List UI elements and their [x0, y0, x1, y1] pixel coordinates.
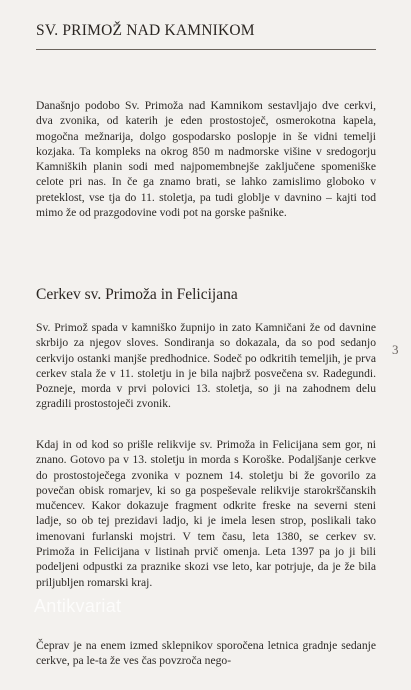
- watermark: Antikvariat: [34, 596, 122, 616]
- chapter-title: SV. PRIMOŽ NAD KAMNIKOM: [36, 22, 255, 39]
- body-paragraph-3: Čeprav je na enem izmed sklepnikov sporočena letnica gradnje sedanje cerkve, pa le-ta že ves čas povzroča nego-: [36, 639, 376, 668]
- intro-paragraph: Današnjo podobo Sv. Primoža nad Kamnikom sestavljajo dve cerkvi, dva zvonika, od katerih je eden prostostoječ, osmerokotna kapela, mogočna mežnarija, dolgo gospodarsko poslopje in še vidni temelji kozjaka. Ta kompleks na okrog 850 m nadmorske višine v sredogorju Kamniških planin sodi med najpomembnejše zaključene spomeniške celote pri nas. In če ga znamo brati, se lahko zamislimo globoko v preteklost, vse tja do 11. stoletja, pa tudi globlje v davnino – kajti tod mimo že od prazgodovine vodi pot na gorske pašnike.: [36, 99, 376, 220]
- section-heading: Cerkev sv. Primoža in Felicijana: [36, 286, 238, 303]
- title-underline: [36, 49, 376, 50]
- body-paragraph-2: Kdaj in od kod so prišle relikvije sv. Primoža in Felicijana sem gor, ni znano. Gotovo pa v 13. stoletju in morda s Koroške. Podaljšanje cerkve do prostostoječega zvonika v poznem 14. stoletju bi že govorilo za povečan obisk romarjev, ki so ga pospeševale relikvije starokrščanskih mučencev. Kakor dokazuje fragment odkrite freske na severni steni ladje, so ob tej prezidavi ladjo, ki je imela lesen strop, poslikali tako imenovani furlanski mojstri. V tem času, leta 1380, se cerkev sv. Primoža in Felicijana v listinah prvič omenja. Leta 1397 pa jo ji bili podeljeni odpustki za praznike skozi vse leto, kar potrjuje, da je že bila priljubljen romarski kraj.: [36, 438, 376, 589]
- page-number: 3: [392, 342, 399, 357]
- body-paragraph-1: Sv. Primož spada v kamniško župnijo in zato Kamničani že od davnine skrbijo za njegov sloves. Sondiranja so dokazala, da so pod sedanjo cerkvijo ostanki manjše predhodnice. Sodeč po odkritih temeljih, je prva cerkev stala že v 11. stoletju in je bila najbrž posvečena sv. Radegundi. Pozneje, morda v prvi polovici 13. stoletja, so ji na zahodnem delu zgradili prostostoječi zvonik.: [36, 321, 376, 411]
